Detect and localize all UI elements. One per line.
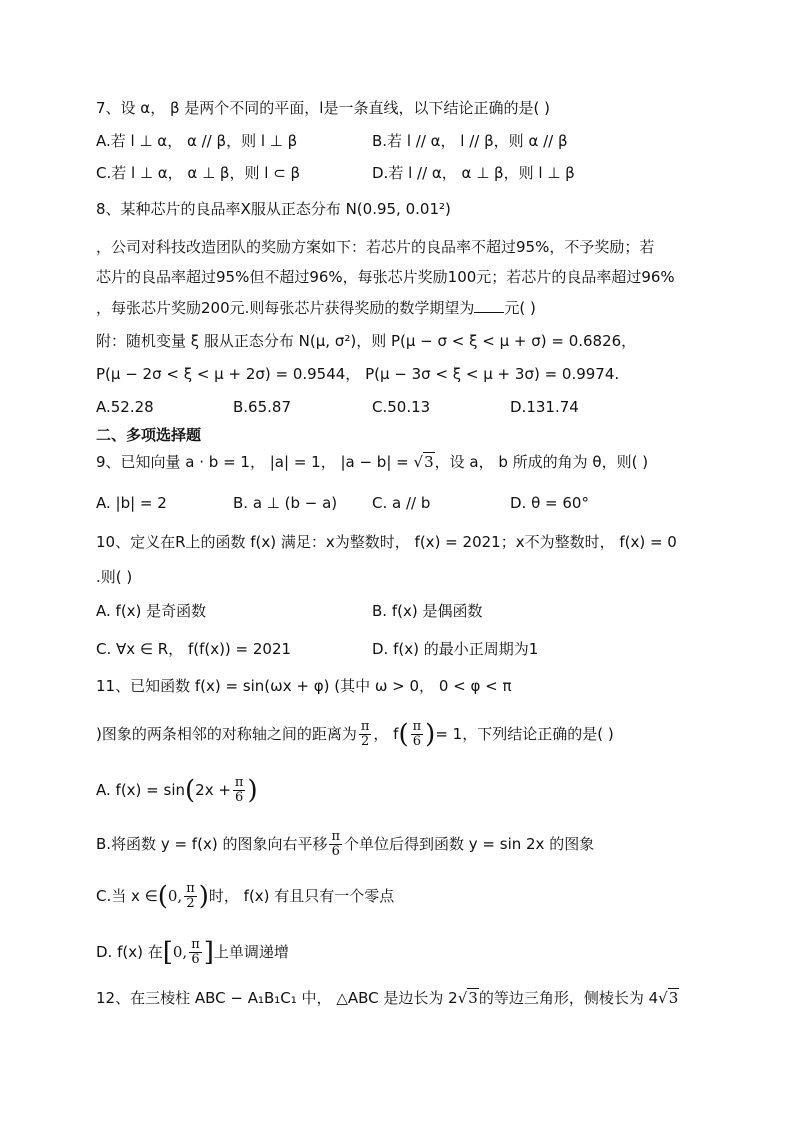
q11-option-d-text: D. f(x) 在 [96, 943, 163, 961]
fraction-denominator: 6 [235, 790, 244, 805]
q10-option-c: C. ∀x ∈ R， f(f(x)) = 2021 [96, 640, 292, 658]
fraction [411, 720, 424, 749]
q11-option-c-interval: 0, [167, 887, 183, 905]
q11-option-c-text: C.当 x ∈ [96, 887, 158, 905]
q9-sqrt-value: 3 [424, 453, 434, 471]
paren-left: ( [398, 719, 409, 750]
q11-option-a [96, 776, 258, 805]
q8-line-4 [96, 297, 536, 319]
fraction [184, 882, 197, 911]
bracket-left: [ [162, 937, 173, 968]
q10-option-d: D. f(x) 的最小正周期为1 [372, 640, 539, 658]
paren-right: ) [198, 881, 209, 912]
q9-stem-part-2: ，设 a， b 所成的角为 θ，则( ) [434, 453, 649, 471]
fraction-denominator: 2 [360, 734, 370, 749]
q12-sqrt-value-1: 3 [468, 989, 478, 1007]
q7-option-b: B.若 l // α， l // β，则 α // β [372, 132, 568, 150]
q8-line-4-tail: 元( ) [504, 299, 536, 317]
q7-option-a: A.若 l ⊥ α， α // β，则 l ⊥ β [96, 132, 298, 150]
sqrt-symbol: √3 [658, 989, 679, 1007]
fraction [189, 938, 202, 967]
q11-option-b-text: B.将函数 y = f(x) 的图象向右平移 [96, 835, 328, 853]
answer-blank [474, 298, 504, 313]
fraction [359, 720, 372, 749]
q11-option-d-interval: 0, [172, 943, 188, 961]
fraction-numerator: π [331, 829, 340, 844]
q8-line-4-text: ，每张芯片奖励200元.则每张芯片获得奖励的数学期望为 [96, 299, 475, 317]
q8-option-a: A.52.28 [96, 398, 154, 416]
section-heading: 二、多项选择题 [96, 426, 202, 444]
q10-stem: 10、定义在R上的函数 f(x) 满足：x为整数时， f(x) = 2021；x不为整数时， f(x) = 0 [96, 533, 677, 551]
q9-option-d: D. θ = 60° [510, 494, 589, 512]
q11-option-c [96, 882, 394, 911]
q11-option-b-tail: 个单位后得到函数 y = sin 2x 的图象 [344, 835, 595, 853]
q11-option-b [96, 830, 594, 859]
q12-sqrt-value-2: 3 [668, 989, 679, 1007]
sqrt-symbol: √3 [413, 453, 434, 471]
q8-option-d: D.131.74 [510, 398, 579, 416]
bracket-right: ] [203, 937, 214, 968]
q10-option-b: B. f(x) 是偶函数 [372, 602, 483, 620]
fraction-numerator: π [360, 719, 370, 734]
paren-left: ( [157, 881, 168, 912]
q11-line-2 [96, 720, 614, 749]
fraction-numerator: π [234, 775, 244, 790]
q9-option-a: A. |b| = 2 [96, 494, 167, 512]
q12-stem [96, 987, 679, 1009]
fraction-numerator: π [191, 937, 200, 952]
q7-option-d: D.若 l // α， α ⊥ β，则 l ⊥ β [372, 164, 575, 182]
q8-line-2: ，公司对科技改造团队的奖励方案如下：若芯片的良品率不超过95%，不予奖励；若 [96, 238, 655, 256]
q9-option-c: C. a // b [372, 494, 431, 512]
q7-option-c: C.若 l ⊥ α， α ⊥ β，则 l ⊂ β [96, 164, 301, 182]
fraction-denominator: 6 [331, 844, 340, 859]
q11-option-d [96, 938, 289, 967]
paren-left: ( [185, 775, 196, 806]
fraction-denominator: 6 [412, 734, 422, 749]
q11-option-a-text: A. f(x) = sin [96, 781, 185, 799]
fraction [233, 776, 246, 805]
fraction-numerator: π [186, 881, 195, 896]
q8-option-b: B.65.87 [233, 398, 292, 416]
q9-stem [96, 451, 648, 473]
paren-right: ) [247, 775, 258, 806]
q8-option-c: C.50.13 [372, 398, 431, 416]
q11-line-2-text: )图象的两条相邻的对称轴之间的距离为 [96, 725, 357, 743]
q10-option-a: A. f(x) 是奇函数 [96, 602, 207, 620]
q11-option-c-tail: 时， f(x) 有且只有一个零点 [208, 887, 395, 905]
paren-right: ) [425, 719, 436, 750]
q9-stem-part-1: 9、已知向量 a · b = 1， |a| = 1， |a − b| = [96, 453, 414, 471]
sqrt-symbol: √3 [457, 989, 478, 1007]
fraction-numerator: π [412, 719, 422, 734]
q8-note-2: P(μ − 2σ < ξ < μ + 2σ) = 0.9544， P(μ − 3σ < ξ < μ + 3σ) = 0.9974. [96, 365, 620, 383]
q11-stem: 11、已知函数 f(x) = sin(ωx + φ) (其中 ω > 0， 0 < φ < π [96, 677, 512, 695]
q8-note-1: 附：随机变量 ξ 服从正态分布 N(μ, σ²)，则 P(μ − σ < ξ < μ + σ) = 0.6826， [96, 332, 637, 350]
q10-line-2: .则( ) [96, 568, 133, 586]
q11-line-2-f: ， f [373, 725, 399, 743]
fraction [329, 830, 342, 859]
fraction-denominator: 2 [186, 896, 195, 911]
q11-option-d-tail: 上单调递增 [213, 943, 289, 961]
fraction-denominator: 6 [191, 952, 200, 967]
q12-stem-part-2: 的等边三角形，侧棱长为 4 [478, 989, 659, 1007]
q9-option-b: B. a ⊥ (b − a) [233, 494, 338, 512]
q11-line-2-tail: = 1，下列结论正确的是( ) [435, 725, 614, 743]
q7-stem: 7、设 α， β 是两个不同的平面，l是一条直线，以下结论正确的是( ) [96, 99, 550, 117]
q12-stem-part-1: 12、在三棱柱 ABC − A₁B₁C₁ 中， △ABC 是边长为 2 [96, 989, 458, 1007]
q8-line-3: 芯片的良品率超过95%但不超过96%，每张芯片奖励100元；若芯片的良品率超过96% [96, 268, 675, 286]
q8-stem: 8、某种芯片的良品率X服从正态分布 N(0.95, 0.01²) [96, 200, 451, 218]
q11-option-a-arg: 2x + [195, 781, 231, 799]
